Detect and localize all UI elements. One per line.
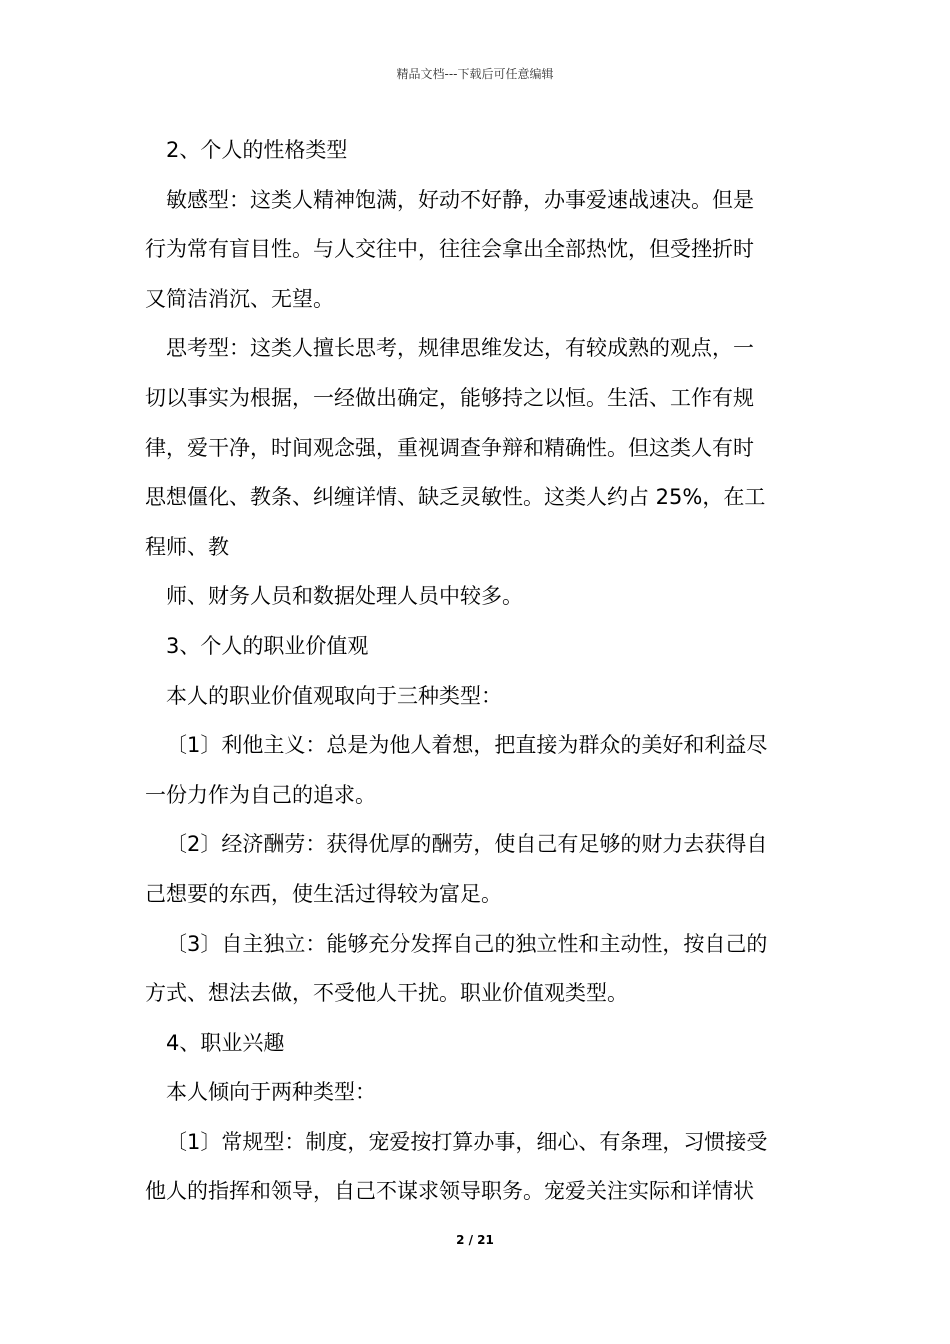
- text-line: 本人的职业价值观取向于三种类型：: [166, 683, 502, 708]
- text-line: 〔1〕利他主义：总是为他人着想，把直接为群众的美好和利益尽: [166, 733, 768, 758]
- document-body: [145, 126, 807, 1217]
- text-line: 〔2〕经济酬劳：获得优厚的酬劳，使自己有足够的财力去获得自: [166, 832, 768, 857]
- text-line: 程师、教: [145, 534, 229, 559]
- text-line: 一份力作为自己的追求。: [145, 782, 376, 807]
- text-line: 〔3〕自主独立：能够充分发挥自己的独立性和主动性，按自己的: [166, 931, 768, 956]
- text-line: 切以事实为根据，一经做出确定，能够持之以恒。生活、工作有规: [145, 385, 754, 410]
- text-line: 4、职业兴趣: [166, 1030, 285, 1055]
- text-line: 己想要的东西，使生活过得较为富足。: [145, 881, 502, 906]
- text-line: 师、财务人员和数据处理人员中较多。: [166, 584, 523, 609]
- text-line: 行为常有盲目性。与人交往中，往往会拿出全部热忱，但受挫折时: [145, 237, 754, 262]
- text-line: 他人的指挥和领导，自己不谋求领导职务。宠爱关注实际和详情状: [145, 1179, 754, 1204]
- page-number: 2 / 21: [456, 1233, 494, 1247]
- text-line: 思想僵化、教条、纠缠详情、缺乏灵敏性。这类人约占 25%，在工: [145, 485, 766, 510]
- text-line: 〔1〕常规型：制度，宠爱按打算办事，细心、有条理，习惯接受: [166, 1129, 768, 1154]
- text-line: 3、个人的职业价值观: [166, 633, 369, 658]
- text-line: 方式、想法去做，不受他人干扰。职业价值观类型。: [145, 981, 628, 1006]
- text-line: 本人倾向于两种类型：: [166, 1080, 376, 1105]
- text-line: 又简洁消沉、无望。: [145, 286, 334, 311]
- text-line: 敏感型：这类人精神饱满，好动不好静，办事爱速战速决。但是: [166, 187, 754, 212]
- page-header: 精品文档---下载后可任意编辑: [396, 67, 554, 81]
- text-line: 2、个人的性格类型: [166, 138, 348, 162]
- text-line: 思考型：这类人擅长思考，规律思维发达，有较成熟的观点，一: [166, 336, 754, 361]
- text-line: 律，爱干净，时间观念强，重视调查争辩和精确性。但这类人有时: [145, 435, 754, 460]
